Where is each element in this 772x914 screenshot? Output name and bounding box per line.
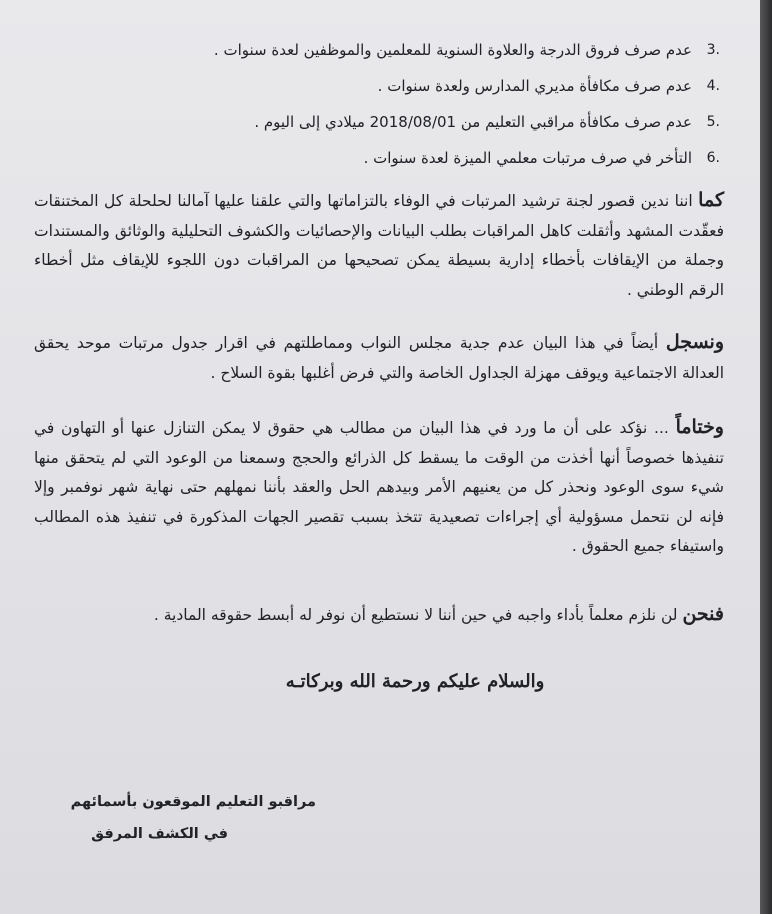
list-item-number: 5. xyxy=(706,114,720,130)
signature-line: مراقبو التعليم الموقعون بأسمائهم xyxy=(70,794,316,810)
paragraph-condemnation xyxy=(34,186,724,305)
paragraph-text: اننا ندين قصور لجنة ترشيد المرتبات في الوفاء بالتزاماتها والتي علقنا عليها آمالنا لحلحلة كل المختنقات فعقّدت المشهد وأثقلت كاهل المراقبات بطلب البيانات والإحصائيات والكشوف التحليلية والوثائق والمستندات وجملة من الإيقافات بأخطاء إدارية بسيطة يمكن تصحيحها من المراقبات دون اللجوء للإيقاف مثل أخطاء الرقم الوطني . xyxy=(34,192,724,299)
list-item xyxy=(150,40,720,76)
paragraph-text: ... نؤكد على أن ما ورد في هذا البيان من مطالب هي حقوق لا يمكن التنازل عنها أو التهاون في تنفيذها خصوصاً أنها أخذت من الوقت ما يسقط كل الذرائع والحجج وسمعنا من الوعود التي لم يتحقق منها شيء سوى الوعود ونحذر كل من يعنيهم الأمر وبيدهم الحل والعقد بأننا نمهلهم حتى نهاية شهر نوفمبر وإلا فإنه لن نتحمل مسؤولية أي إجراءات تصعيدية تتخذ بسبب تقصير الجهات المذكورة في تنفيذ هذه المطالب واستيفاء جميع الحقوق . xyxy=(34,419,724,555)
paragraph-parliament xyxy=(34,328,724,388)
list-item-text: عدم صرف مكافأة مراقبي التعليم من 2018/08/01 ميلادي إلى اليوم . xyxy=(254,113,692,131)
paragraph-conclusion xyxy=(34,413,724,562)
dark-background-edge xyxy=(760,0,772,914)
list-item xyxy=(150,112,720,148)
list-item-text: التأخر في صرف مرتبات معلمي الميزة لعدة سنوات . xyxy=(363,149,692,167)
paragraph-lead-word: كما xyxy=(698,189,724,211)
paragraph-text: لن نلزم معلماً بأداء واجبه في حين أننا لا نستطيع أن نوفر له أبسط حقوقه المادية . xyxy=(153,606,683,624)
signature-line: في الكشف المرفق xyxy=(91,826,228,842)
paragraph-final xyxy=(34,600,724,631)
paragraph-lead-word: وختاماً xyxy=(675,416,724,438)
list-item-number: 6. xyxy=(706,150,720,166)
signature-block xyxy=(56,786,316,850)
paragraph-text: أيضاً في هذا البيان عدم جدية مجلس النواب ومماطلتهم في اقرار جدول مرتبات موحد يحقق العدالة الاجتماعية ويوقف مهزلة الجداول الخاصة والتي فرض أغلبها بقوة السلاح . xyxy=(34,334,724,382)
closing-greeting: والسلام عليكم ورحمة الله وبركاتـه xyxy=(285,671,545,692)
paragraph-lead-word: ونسجل xyxy=(665,331,724,353)
list-item-text: عدم صرف فروق الدرجة والعلاوة السنوية للمعلمين والموظفين لعدة سنوات . xyxy=(213,41,692,59)
list-item xyxy=(150,76,720,112)
list-item-number: 4. xyxy=(706,78,720,94)
demands-list xyxy=(150,40,720,184)
paragraph-lead-word: فنحن xyxy=(682,603,724,625)
list-item xyxy=(150,148,720,184)
list-item-number: 3. xyxy=(706,42,720,58)
list-item-text: عدم صرف مكافأة مديري المدارس ولعدة سنوات . xyxy=(377,77,692,95)
